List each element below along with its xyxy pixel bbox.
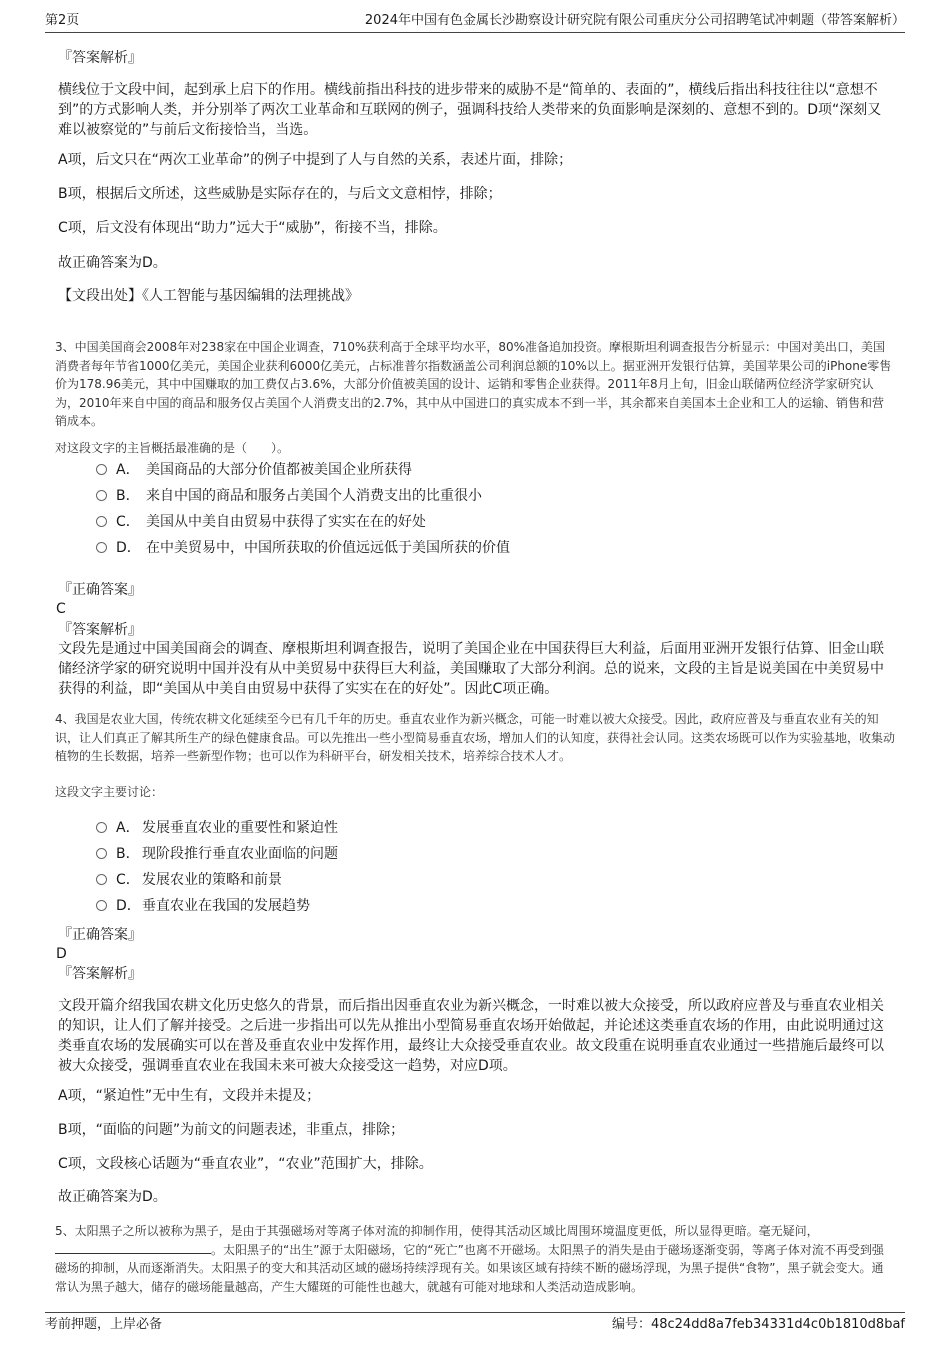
radio-icon[interactable]	[96, 848, 107, 859]
q4-option-a[interactable]: A． 发展垂直农业的重要性和紧迫性	[96, 818, 338, 838]
document-code: 编号：48c24dd8a7feb34331d4c0b1810d8baf	[611, 1317, 905, 1332]
q3-option-c[interactable]: C． 美国从中美自由贸易中获得了实实在在的好处	[96, 512, 426, 532]
footer-note: 考前押题，上岸必备	[45, 1317, 163, 1332]
q4-prompt: 这段文字主要讨论：	[55, 785, 164, 799]
q2-analysis-text: 横线位于文段中间，起到承上启下的作用。横线前指出科技的进步带来的威胁不是“简单的、表面的”，横线后指出科技往往以“意想不到”的方式影响人类，并分别举了两次工业革命和互联网的例子，强调科技给人类带来的负面影响是深刻的、意想不到的。D项“深刻又难以被察觉的”与前后文衔接恰当，当选。	[58, 82, 882, 138]
radio-icon[interactable]	[96, 490, 107, 501]
page-number: 第2页	[45, 13, 80, 28]
q4-stem: 4、我国是农业大国，传统农耕文化延续至今已有几千年的历史。垂直农业作为新兴概念，可能一时难以被大众接受。因此，政府应普及与垂直农业有关的知识，让人们真正了解其所生产的绿色健康食品。可以先推出一些小型简易垂直农场，增加人们的认知度，获得社会认同。这类农场既可以作为实验基地，收集动植物的生长数据，培养一些新型作物；也可以作为科研平台，研发相关技术，培养综合技术人才。	[55, 712, 896, 763]
q3-option-a[interactable]: A． 美国商品的大部分价值都被美国企业所获得	[96, 460, 412, 480]
q2-option-c-note: C项，后文没有体现出“助力”远大于“威胁”，衔接不当，排除。	[58, 220, 447, 236]
radio-icon[interactable]	[96, 874, 107, 885]
q3-answer: C	[56, 601, 66, 617]
q2-conclusion: 故正确答案为D。	[58, 255, 167, 271]
q4-answer-label: 『正确答案』	[58, 927, 142, 943]
radio-icon[interactable]	[96, 542, 107, 553]
q4-option-c-note: C项，文段核心话题为“垂直农业”，“农业”范围扩大，排除。	[58, 1156, 433, 1172]
q2-analysis-label: 『答案解析』	[58, 50, 142, 66]
q3-option-d[interactable]: D． 在中美贸易中，中国所获取的价值远远低于美国所获的价值	[96, 538, 510, 558]
q3-stem: 3、中国美国商会2008年对238家在中国企业调查，710%获利高于全球平均水平，80%准备追加投资。摩根斯坦利调查报告分析显示：中国对美出口，美国消费者每年节省1000亿美元，美国企业获利6000亿美元，占标准普尔指数涵盖公司利润总额的10%以上。据亚洲开发银行估算，美国苹果公司的iPhone零售价为178.96美元，其中中国赚取的加工费仅占3.6%，大部分价值被美国的设计、运销和零售企业获得。2011年8月上旬，旧金山联储两位经济学家研究认为，2010年来自中国的商品和服务仅占美国个人消费支出的2.7%，其中从中国进口的真实成本不到一半，其余都来自美国本土企业和工人的运输、销售和营销成本。	[55, 340, 892, 428]
q3-answer-label: 『正确答案』	[58, 582, 142, 598]
q4-option-c[interactable]: C． 发展农业的策略和前景	[96, 870, 282, 890]
q4-answer: D	[56, 946, 67, 962]
q3-prompt: 对这段文字的主旨概括最准确的是（ ）。	[55, 441, 290, 455]
q3-analysis-label: 『答案解析』	[58, 622, 142, 638]
radio-icon[interactable]	[96, 900, 107, 911]
fill-blank[interactable]	[55, 1241, 211, 1254]
page-footer	[45, 1312, 905, 1333]
q3-analysis-text: 文段先是通过中国美国商会的调查、摩根斯坦利调查报告，说明了美国企业在中国获得巨大利益，后面用亚洲开发银行估算、旧金山联储经济学家的研究说明中国并没有从中美贸易中获得巨大利益，美国赚取了大部分利润。总的说来，文段的主旨是说美国在中美贸易中获得的利益，即“美国从中美自由贸易中获得了实实在在的好处”。因此C项正确。	[58, 641, 884, 697]
q4-option-d[interactable]: D．垂直农业在我国的发展趋势	[96, 896, 310, 916]
q4-analysis-label: 『答案解析』	[58, 966, 142, 982]
q3-option-b[interactable]: B． 来自中国的商品和服务占美国个人消费支出的比重很小	[96, 486, 482, 506]
q4-option-a-note: A项，“紧迫性”无中生有，文段并未提及；	[58, 1088, 321, 1104]
q4-conclusion: 故正确答案为D。	[58, 1189, 167, 1205]
q4-analysis-text: 文段开篇介绍我国农耕文化历史悠久的背景，而后指出因垂直农业为新兴概念，一时难以被大众接受，所以政府应普及与垂直农业相关的知识，让人们了解并接受。之后进一步指出可以先从推出小型简易垂直农场开始做起，并论述这类垂直农场的作用，由此说明通过这类垂直农场的发展确实可以在普及垂直农业中发挥作用，最终让大众接受垂直农业。故文段重在说明垂直农业通过一些措施后最终可以被大众接受，强调垂直农业在我国未来可被大众接受这一趋势，对应D项。	[58, 998, 884, 1074]
q2-option-a-note: A项，后文只在“两次工业革命”的例子中提到了人与自然的关系，表述片面，排除；	[58, 152, 573, 168]
page-header	[45, 12, 905, 33]
radio-icon[interactable]	[96, 516, 107, 527]
q4-option-b[interactable]: B． 现阶段推行垂直农业面临的问题	[96, 844, 338, 864]
document-title: 2024年中国有色金属长沙勘察设计研究院有限公司重庆分公司招聘笔试冲刺题（带答案解析）	[364, 13, 905, 28]
q2-option-b-note: B项，根据后文所述，这些威胁是实际存在的，与后文文意相悖，排除；	[58, 186, 502, 202]
radio-icon[interactable]	[96, 822, 107, 833]
radio-icon[interactable]	[96, 464, 107, 475]
q4-option-b-note: B项，“面临的问题”为前文的问题表述，非重点，排除；	[58, 1122, 405, 1138]
q2-source: 【文段出处】《人工智能与基因编辑的法理挑战》	[58, 288, 359, 304]
q5-stem: 5、太阳黑子之所以被称为黑子，是由于其强磁场对等离子体对流的抑制作用，使得其活动区域比周围环境温度更低，所以显得更暗。毫无疑问，。太阳黑子的“出生”源于太阳磁场，它的“死亡”也离不开磁场。太阳黑子的消失是由于磁场逐渐变弱，等离子体对流不再受到强磁场的抑制，从而逐渐消失。太阳黑子的变大和其活动区域的磁场持续浮现有关。如果该区域有持续不断的磁场浮现，为黑子提供“食物”，黑子就会变大。通常认为黑子越大，储存的磁场能量越高，产生大耀斑的可能性也越大，就越有可能对地球和人类活动造成影响。	[55, 1224, 884, 1294]
